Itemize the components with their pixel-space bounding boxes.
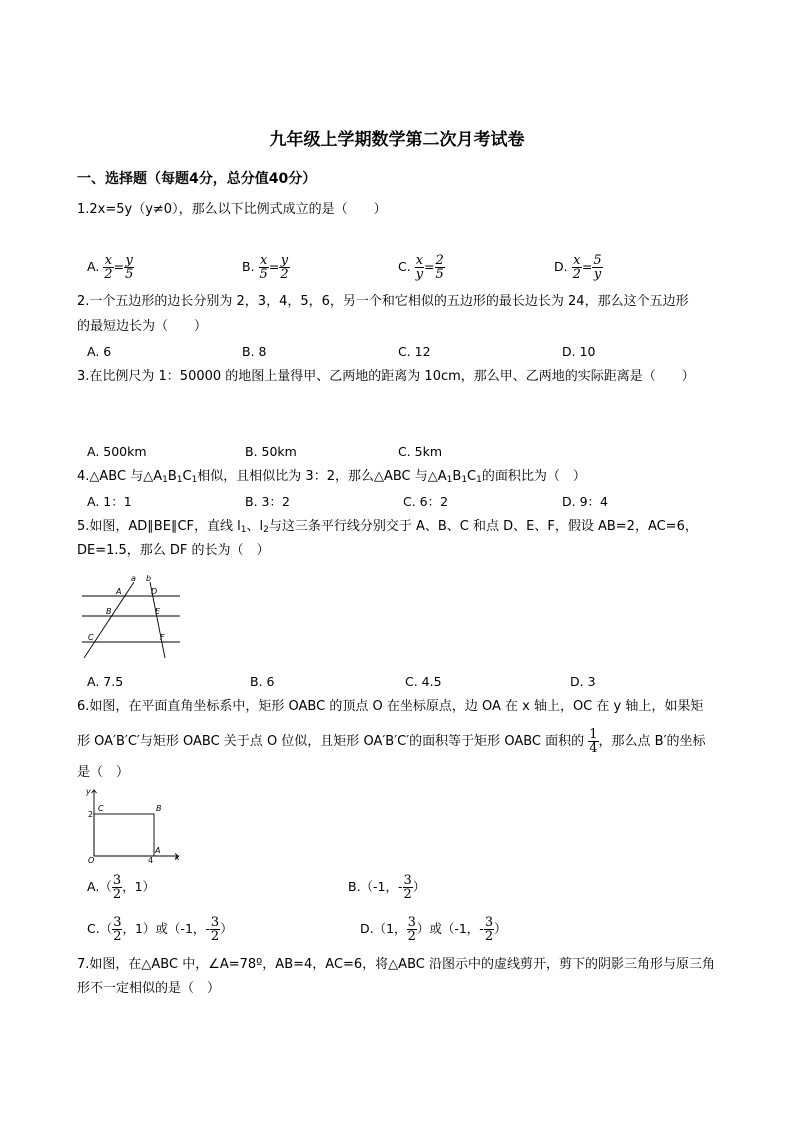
equals-sign: = [424,259,435,274]
equals-sign: = [581,259,593,274]
label-b: b [146,574,152,583]
label-C: C [88,633,94,642]
q6-option-b[interactable]: B.（-1，- $\frac{3}{2}$ ） [348,873,426,902]
q2-option-a[interactable]: A. 6 [87,344,112,359]
q1-option-d[interactable] [554,254,603,281]
question-5-line1: 5.如图，AD∥BE∥CF，直线 $l_1$、$l_2$与这三条平行线分别交于 A、B、C 和点 D、E、F，假设 AB=2，AC=6， [77,519,698,535]
q6-option-a[interactable]: A.（ $\frac{3}{2}$ ，1） [87,873,156,902]
page-title: 九年级上学期数学第二次月考试卷 [269,130,525,150]
q3-option-c[interactable]: C. 5km [398,444,443,459]
fraction: $\frac{x}{y}$ [415,253,424,282]
equals-sign: = [268,259,280,274]
option-label: C. [398,259,411,274]
label-E: E [155,607,161,616]
q5-option-d[interactable]: D. 3 [570,674,596,689]
fraction: $\frac{y}{5}$ [125,253,134,282]
question-6-line3: 是（ ） [77,765,130,780]
option-label: D. [554,259,568,274]
label-A: A [155,846,161,855]
label-y: y [86,787,91,796]
question-7-line2: 形不一定相似的是（ ） [77,981,221,996]
q3-option-b[interactable]: B. 50km [245,444,297,459]
q1-option-a[interactable] [87,254,134,281]
fraction: $\frac{2}{5}$ [435,253,444,282]
line-a [84,582,134,658]
label-O: O [88,856,95,864]
fraction: $\frac{3}{2}$ [407,915,416,944]
q4-option-a[interactable]: A. 1：1 [87,494,132,509]
rectangle-coordinate-figure [82,786,184,864]
q5-option-c[interactable]: C. 4.5 [405,674,442,689]
q5-option-a[interactable]: A. 7.5 [87,674,124,689]
label-A: A [116,587,122,596]
option-label: A. [87,259,100,274]
q4-option-d[interactable]: D. 9：4 [562,494,608,509]
question-2-line2: 的最短边长为（ ） [77,319,208,334]
label-D: D [151,587,158,596]
rectangle-oabc [94,814,154,856]
q4-option-b[interactable]: B. 3：2 [245,494,290,509]
question-5-line2: DE=1.5，那么 DF 的长为（ ） [77,543,270,558]
label-x: x [175,853,180,862]
question-7-line1: 7.如图，在△ABC 中，∠A=78º，AB=4，AC=6，将△ABC 沿图示中的虚线剪开，剪下的阴影三角形与原三角 [77,957,715,972]
question-1-stem: 1.2x=5y（y≠0），那么以下比例式成立的是（ ） [77,202,387,217]
q4-option-c[interactable]: C. 6：2 [403,494,449,509]
fraction-one-quarter: $\frac{1}{4}$ [589,727,598,756]
q1-option-c[interactable] [398,254,445,281]
label-F: F [160,633,165,642]
fraction: $\frac{5}{y}$ [593,253,602,282]
question-3-stem: 3.在比例尺为 1：50000 的地图上量得甲、乙两地的距离为 10cm，那么甲、乙两地的实际距离是（ ） [77,369,695,384]
section-heading: 一、选择题（每题4分，总分值40分） [77,171,317,187]
fraction: $\frac{y}{2}$ [280,253,289,282]
question-6-line1: 6.如图，在平面直角坐标系中，矩形 OABC 的顶点 O 在坐标原点，边 OA 在 x 轴上，OC 在 y 轴上，如果矩 [77,699,704,714]
question-2-line1: 2.一个五边形的边长分别为 2，3，4，5，6，另一个和它相似的五边形的最长边长为 24，那么这个五边形 [77,294,689,309]
q6-option-d[interactable]: D.（1， $\frac{3}{2}$ ）或（-1，- $\frac{3}{2}$ ） [360,915,507,944]
label-B: B [156,804,162,813]
q2-option-d[interactable]: D. 10 [562,344,596,359]
equals-sign: = [113,259,125,274]
q2-option-b[interactable]: B. 8 [242,344,267,359]
fraction: $\frac{3}{2}$ [113,915,122,944]
parallel-lines-figure [80,572,184,660]
label-B: B [106,607,112,616]
label-a: a [131,574,136,583]
option-label: B. [242,259,255,274]
fraction: $\frac{x}{5}$ [259,253,268,282]
fraction: $\frac{x}{2}$ [104,253,113,282]
tick-4: 4 [148,856,154,864]
fraction: $\frac{3}{2}$ [484,915,494,944]
question-4-stem: 4.△ABC 与$\triangle A_1B_1C_1$相似，且相似比为 3：2，那么△ABC 与$\triangle A_1B_1C_1$的面积比为（ ） [77,469,586,485]
fraction: $\frac{x}{2}$ [572,253,581,282]
label-C: C [98,804,104,813]
q1-option-b[interactable] [242,254,290,281]
q2-option-c[interactable]: C. 12 [398,344,431,359]
fraction: $\frac{3}{2}$ [210,915,220,944]
q6-option-c[interactable]: C.（ $\frac{3}{2}$ ，1）或（-1，- $\frac{3}{2}$ ） [87,915,233,944]
tick-2: 2 [88,810,94,819]
q3-option-a[interactable]: A. 500km [87,444,147,459]
fraction: $\frac{3}{2}$ [403,873,412,902]
fraction: $\frac{3}{2}$ [112,873,122,902]
q5-option-b[interactable]: B. 6 [250,674,275,689]
question-6-line2: 形 OA′B′C′与矩形 OABC 关于点 O 位似，且矩形 OA′B′C′的面积等于矩形 OABC 面积的 $\frac{1}{4}$ ，那么点 B′的坐标 [77,727,706,756]
